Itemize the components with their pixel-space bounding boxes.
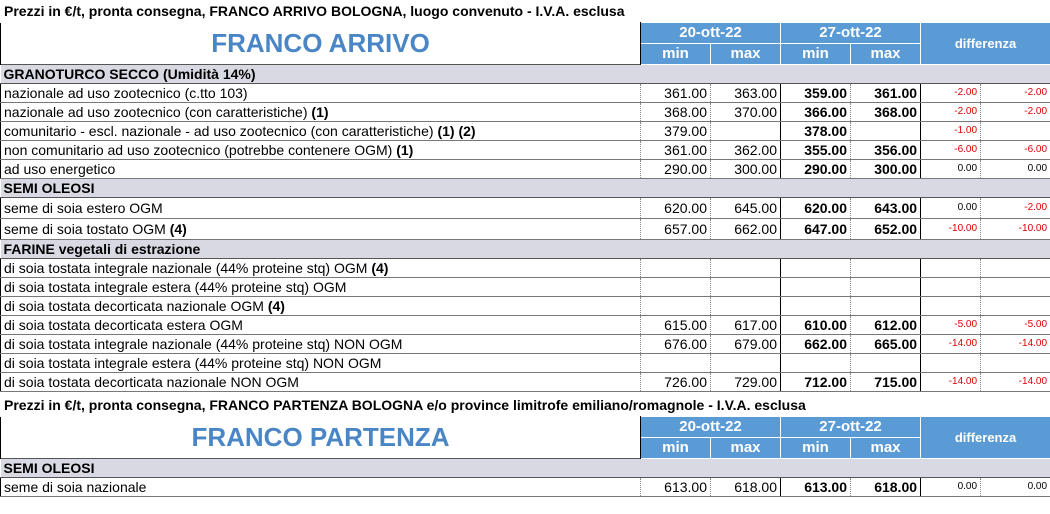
diff-min-value: -2.00 bbox=[921, 84, 981, 103]
curr-max-value: 300.00 bbox=[851, 160, 921, 179]
diff-header: differenza bbox=[921, 23, 1050, 65]
row-label-text: di soia tostata integrale nazionale (44% proteine stq) OGM bbox=[4, 260, 372, 276]
curr-max-value: 618.00 bbox=[851, 478, 921, 497]
min-header: min bbox=[641, 44, 711, 65]
curr-max-value: 652.00 bbox=[851, 219, 921, 240]
prev-min-value: 613.00 bbox=[641, 478, 711, 497]
row-label-text: di soia tostata decorticata nazionale OGM bbox=[4, 298, 268, 314]
prev-min-value: 290.00 bbox=[641, 160, 711, 179]
max-header: max bbox=[711, 438, 781, 459]
prev-max-value bbox=[711, 278, 781, 297]
diff-header: differenza bbox=[921, 417, 1050, 459]
section-row bbox=[1, 459, 1050, 478]
diff-min-value bbox=[921, 354, 981, 373]
table-row bbox=[1, 122, 1050, 141]
row-label bbox=[1, 198, 641, 219]
row-label-text: comunitario - escl. nazionale - ad uso zootecnico (con caratteristiche) bbox=[4, 123, 438, 139]
max-header: max bbox=[851, 438, 921, 459]
table-row bbox=[1, 84, 1050, 103]
row-note: (1) bbox=[396, 142, 414, 158]
prev-max-value: 679.00 bbox=[711, 335, 781, 354]
row-note: (1) bbox=[311, 104, 329, 120]
prev-max-value: 618.00 bbox=[711, 478, 781, 497]
curr-min-value: 647.00 bbox=[781, 219, 851, 240]
prev-max-value: 370.00 bbox=[711, 103, 781, 122]
diff-min-value: -1.00 bbox=[921, 122, 981, 141]
prev-max-value bbox=[711, 122, 781, 141]
curr-min-value: 359.00 bbox=[781, 84, 851, 103]
curr-min-value: 613.00 bbox=[781, 478, 851, 497]
section-row bbox=[1, 240, 1050, 259]
prev-min-value: 368.00 bbox=[641, 103, 711, 122]
table-row bbox=[1, 373, 1050, 392]
prev-date-header: 20-ott-22 bbox=[641, 23, 781, 44]
curr-date-header: 27-ott-22 bbox=[781, 23, 921, 44]
row-label bbox=[1, 335, 641, 354]
diff-min-value: 0.00 bbox=[921, 198, 981, 219]
diff-max-value: -2.00 bbox=[981, 84, 1050, 103]
price-table bbox=[0, 22, 1050, 392]
row-label bbox=[1, 141, 641, 160]
diff-min-value: 0.00 bbox=[921, 478, 981, 497]
diff-max-value bbox=[981, 122, 1050, 141]
table-row bbox=[1, 198, 1050, 219]
section-title: SEMI OLEOSI bbox=[1, 179, 1050, 198]
prev-min-value: 615.00 bbox=[641, 316, 711, 335]
curr-min-value: 610.00 bbox=[781, 316, 851, 335]
prev-min-value: 361.00 bbox=[641, 84, 711, 103]
diff-max-value: -5.00 bbox=[981, 316, 1050, 335]
table-title: FRANCO ARRIVO bbox=[1, 23, 641, 65]
table-row bbox=[1, 297, 1050, 316]
curr-max-value: 643.00 bbox=[851, 198, 921, 219]
prev-max-value: 617.00 bbox=[711, 316, 781, 335]
row-label bbox=[1, 354, 641, 373]
curr-min-value: 355.00 bbox=[781, 141, 851, 160]
prev-max-value bbox=[711, 354, 781, 373]
row-label-text: di soia tostata decorticata nazionale NON OGM bbox=[4, 374, 299, 390]
prev-min-value: 726.00 bbox=[641, 373, 711, 392]
prev-min-value: 620.00 bbox=[641, 198, 711, 219]
table-row bbox=[1, 219, 1050, 240]
curr-min-value: 712.00 bbox=[781, 373, 851, 392]
row-label-text: di soia tostata integrale estera (44% proteine stq) OGM bbox=[4, 279, 347, 295]
prev-min-value: 657.00 bbox=[641, 219, 711, 240]
prev-max-value: 729.00 bbox=[711, 373, 781, 392]
curr-min-value bbox=[781, 278, 851, 297]
diff-max-value: -10.00 bbox=[981, 219, 1050, 240]
diff-min-value: -5.00 bbox=[921, 316, 981, 335]
row-label-text: ad uso energetico bbox=[4, 161, 116, 177]
prev-min-value bbox=[641, 297, 711, 316]
section-title: SEMI OLEOSI bbox=[1, 459, 1050, 478]
row-note: (4) bbox=[371, 260, 389, 276]
row-note: (4) bbox=[267, 298, 285, 314]
curr-max-value bbox=[851, 354, 921, 373]
curr-min-value bbox=[781, 354, 851, 373]
diff-max-value bbox=[981, 259, 1050, 278]
min-header: min bbox=[781, 438, 851, 459]
row-label bbox=[1, 373, 641, 392]
diff-min-value bbox=[921, 278, 981, 297]
curr-min-value: 290.00 bbox=[781, 160, 851, 179]
curr-max-value bbox=[851, 297, 921, 316]
table-row bbox=[1, 141, 1050, 160]
table-row bbox=[1, 259, 1050, 278]
row-label-text: non comunitario ad uso zootecnico (potrebbe contenere OGM) bbox=[4, 142, 397, 158]
sheet-heading: Prezzi in €/t, pronta consegna, FRANCO PARTENZA BOLOGNA e/o province limitrofe emiliano/romagnole - I.V.A. esclusa bbox=[4, 397, 806, 413]
table-row bbox=[1, 335, 1050, 354]
price-table bbox=[0, 416, 1050, 497]
curr-min-value: 378.00 bbox=[781, 122, 851, 141]
row-label bbox=[1, 122, 641, 141]
diff-max-value: -14.00 bbox=[981, 373, 1050, 392]
table-row bbox=[1, 278, 1050, 297]
diff-min-value: -10.00 bbox=[921, 219, 981, 240]
curr-min-value bbox=[781, 259, 851, 278]
curr-max-value: 361.00 bbox=[851, 84, 921, 103]
prev-max-value: 645.00 bbox=[711, 198, 781, 219]
row-label bbox=[1, 84, 641, 103]
row-label-text: nazionale ad uso zootecnico (c.tto 103) bbox=[4, 85, 248, 101]
row-label bbox=[1, 316, 641, 335]
table-row bbox=[1, 160, 1050, 179]
row-label-text: seme di soia nazionale bbox=[4, 479, 147, 495]
prev-date-header: 20-ott-22 bbox=[641, 417, 781, 438]
row-label bbox=[1, 478, 641, 497]
prev-max-value bbox=[711, 259, 781, 278]
curr-max-value: 368.00 bbox=[851, 103, 921, 122]
diff-max-value bbox=[981, 297, 1050, 316]
diff-max-value: -2.00 bbox=[981, 103, 1050, 122]
prev-min-value: 379.00 bbox=[641, 122, 711, 141]
diff-max-value: -6.00 bbox=[981, 141, 1050, 160]
table-row bbox=[1, 354, 1050, 373]
curr-max-value: 715.00 bbox=[851, 373, 921, 392]
max-header: max bbox=[851, 44, 921, 65]
row-note: (1) (2) bbox=[437, 123, 476, 139]
prev-max-value: 662.00 bbox=[711, 219, 781, 240]
row-label bbox=[1, 259, 641, 278]
curr-date-header: 27-ott-22 bbox=[781, 417, 921, 438]
row-label-text: seme di soia tostato OGM bbox=[4, 221, 170, 237]
prev-max-value: 300.00 bbox=[711, 160, 781, 179]
sheet-heading: Prezzi in €/t, pronta consegna, FRANCO ARRIVO BOLOGNA, luogo convenuto - I.V.A. esclusa bbox=[4, 3, 625, 19]
row-label bbox=[1, 219, 641, 240]
row-label-text: di soia tostata decorticata estera OGM bbox=[4, 317, 243, 333]
curr-max-value bbox=[851, 278, 921, 297]
price-sheet-partenza bbox=[0, 394, 1050, 497]
diff-min-value bbox=[921, 297, 981, 316]
diff-min-value: 0.00 bbox=[921, 160, 981, 179]
row-label-text: seme di soia estero OGM bbox=[4, 200, 163, 216]
row-label bbox=[1, 297, 641, 316]
curr-min-value: 620.00 bbox=[781, 198, 851, 219]
curr-min-value: 662.00 bbox=[781, 335, 851, 354]
curr-max-value bbox=[851, 259, 921, 278]
diff-min-value: -14.00 bbox=[921, 335, 981, 354]
curr-min-value bbox=[781, 297, 851, 316]
diff-max-value: -14.00 bbox=[981, 335, 1050, 354]
prev-min-value: 361.00 bbox=[641, 141, 711, 160]
curr-max-value: 612.00 bbox=[851, 316, 921, 335]
diff-min-value: -14.00 bbox=[921, 373, 981, 392]
table-row bbox=[1, 103, 1050, 122]
diff-max-value: 0.00 bbox=[981, 478, 1050, 497]
min-header: min bbox=[781, 44, 851, 65]
prev-min-value: 676.00 bbox=[641, 335, 711, 354]
row-label-text: di soia tostata integrale nazionale (44% proteine stq) NON OGM bbox=[4, 336, 403, 352]
curr-max-value bbox=[851, 122, 921, 141]
diff-max-value: 0.00 bbox=[981, 160, 1050, 179]
section-row bbox=[1, 65, 1050, 84]
section-title: FARINE vegetali di estrazione bbox=[1, 240, 1050, 259]
row-label bbox=[1, 160, 641, 179]
diff-min-value: -2.00 bbox=[921, 103, 981, 122]
table-row bbox=[1, 316, 1050, 335]
table-row bbox=[1, 478, 1050, 497]
section-title: GRANOTURCO SECCO (Umidità 14%) bbox=[1, 65, 1050, 84]
row-label bbox=[1, 278, 641, 297]
row-note: (4) bbox=[169, 221, 187, 237]
diff-min-value: -6.00 bbox=[921, 141, 981, 160]
curr-min-value: 366.00 bbox=[781, 103, 851, 122]
table-title: FRANCO PARTENZA bbox=[1, 417, 641, 459]
row-label bbox=[1, 103, 641, 122]
diff-min-value bbox=[921, 259, 981, 278]
diff-max-value bbox=[981, 354, 1050, 373]
curr-max-value: 356.00 bbox=[851, 141, 921, 160]
max-header: max bbox=[711, 44, 781, 65]
curr-max-value: 665.00 bbox=[851, 335, 921, 354]
min-header: min bbox=[641, 438, 711, 459]
prev-max-value: 363.00 bbox=[711, 84, 781, 103]
section-row bbox=[1, 179, 1050, 198]
row-label-text: nazionale ad uso zootecnico (con caratteristiche) bbox=[4, 104, 312, 120]
diff-max-value: -2.00 bbox=[981, 198, 1050, 219]
row-label-text: di soia tostata integrale estera (44% proteine stq) NON OGM bbox=[4, 355, 382, 371]
prev-min-value bbox=[641, 278, 711, 297]
prev-min-value bbox=[641, 354, 711, 373]
prev-min-value bbox=[641, 259, 711, 278]
prev-max-value: 362.00 bbox=[711, 141, 781, 160]
prev-max-value bbox=[711, 297, 781, 316]
diff-max-value bbox=[981, 278, 1050, 297]
